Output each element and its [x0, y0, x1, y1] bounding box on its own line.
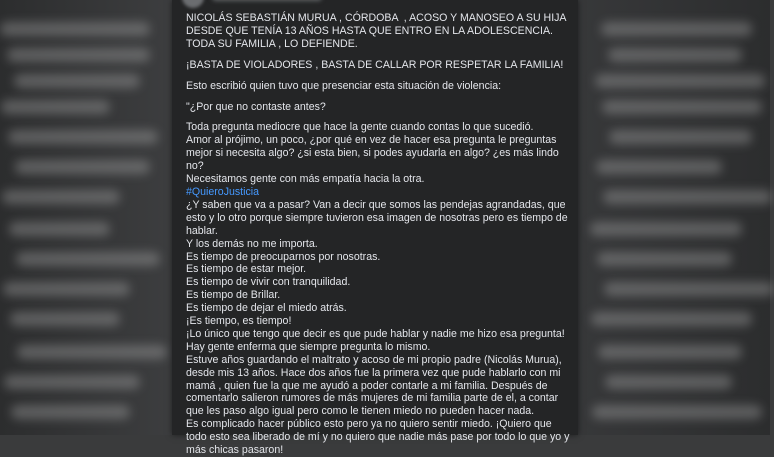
blurred-text-line — [17, 345, 167, 359]
blurred-text-line — [592, 405, 762, 419]
paragraph2-line-11: Estuve años guardando el maltrato y acoso de mi propio padre (Nicolás Murua), desde mis 13 años. Hace dos años fue la primera vez que pude hablarlo con mi mamá , quien fue la que me ayudó a poder contarle a mi familia. Después de comentarlo salieron rumores de más mujeres de mi familia parte de el, a contar que les paso algo igual pero como le tienen miedo no pueden hacer nada. — [186, 353, 565, 418]
paragraph2-line-9: ¡Lo único que tengo que decir es que pude hablar y nadie me hizo esa pregunta! — [186, 327, 565, 340]
paragraph2-line-12: Es complicado hacer público esto pero ya no quiero sentir miedo. ¡Quiero que todo esto sea liberado de mí y no quiero que nadie más pase por todo lo que yo y más chicas pasaron! — [186, 418, 573, 457]
blurred-text-line — [8, 130, 158, 144]
blurred-text-line — [590, 222, 742, 236]
paragraph2-line-1: ¿Y saben que va a pasar? Van a decir que somos las pendejas agrandadas, que esto y lo otro porque siempre tuvieron esa imagen de nosotras pero es tiempo de hablar. — [186, 198, 571, 237]
blurred-text-line — [16, 252, 160, 266]
paragraph1-line-2: Amor al prójimo, un poco, ¿por qué en vez de hacer esa pregunta le preguntas mejor si necesita algo? ¿si esta bien, si podes ayudarla en algo? ¿es más lindo no? — [186, 134, 562, 173]
blurred-text-line — [14, 74, 140, 88]
blurred-text-line — [604, 282, 774, 296]
hashtag-link[interactable]: #QuieroJusticia — [186, 185, 260, 198]
intro-text: Esto escribió quien tuvo que presenciar esta situación de violencia: — [186, 79, 502, 92]
blurred-text-line — [598, 345, 742, 359]
headline-line-1: NICOLÁS SEBASTIÁN MURUA , CÓRDOBA , ACOSO Y MANOSEO A SU HIJA DESDE QUE TENÍA 13 AÑOS HASTA QUE ENTRO EN LA ADOLESCENCIA. — [186, 12, 572, 37]
blurred-text-line — [601, 22, 752, 36]
blurred-text-line — [9, 222, 110, 236]
blurred-text-line — [605, 375, 732, 389]
blurred-text-line — [609, 130, 752, 144]
blurred-text-line — [608, 48, 742, 62]
blurred-text-line — [3, 282, 130, 296]
question-text: "¿Por que no contaste antes? — [186, 100, 326, 113]
blurred-text-line — [1, 100, 110, 114]
blurred-text-line — [596, 160, 722, 174]
blurred-text-line — [15, 160, 150, 174]
author-name-blurred[interactable] — [212, 0, 322, 1]
facebook-post — [172, 0, 578, 457]
paragraph2-line-5: Es tiempo de vivir con tranquilidad. — [186, 276, 351, 289]
blurred-text-line — [2, 190, 120, 204]
blurred-text-line — [10, 312, 120, 326]
paragraph2-line-2: Y los demás no me importa. — [186, 237, 318, 250]
paragraph1-line-1: Toda pregunta mediocre que hace la gente cuando contas lo que sucedió. — [186, 121, 534, 134]
blurred-text-line — [602, 100, 762, 114]
paragraph2-line-7: Es tiempo de dejar el miedo atrás. — [186, 302, 347, 315]
blurred-text-line — [0, 22, 150, 36]
blurred-text-line — [7, 48, 150, 62]
blurred-text-line — [603, 190, 772, 204]
call-to-action: ¡BASTA DE VIOLADORES , BASTA DE CALLAR POR RESPETAR LA FAMILIA! — [186, 58, 564, 71]
blurred-text-line — [597, 252, 732, 266]
paragraph2-line-6: Es tiempo de Brillar. — [186, 289, 281, 302]
blurred-text-line — [11, 405, 130, 419]
paragraph2-line-4: Es tiempo de estar mejor. — [186, 263, 307, 276]
paragraph2-line-3: Es tiempo de preocuparnos por nosotras. — [186, 250, 381, 263]
headline-line-2: TODA SU FAMILIA , LO DEFIENDE. — [186, 37, 358, 50]
avatar[interactable] — [182, 0, 204, 8]
post-body — [186, 12, 572, 457]
blurred-text-line — [4, 375, 140, 389]
blurred-text-line — [591, 312, 752, 326]
blurred-text-line — [595, 74, 765, 88]
paragraph1-line-3: Necesitamos gente con más empatía hacia la otra. — [186, 173, 425, 186]
paragraph2-line-8: ¡Es tiempo, es tiempo! — [186, 315, 292, 328]
paragraph2-line-10: Hay gente enferma que siempre pregunta lo mismo. — [186, 340, 431, 353]
post-header — [182, 0, 322, 8]
